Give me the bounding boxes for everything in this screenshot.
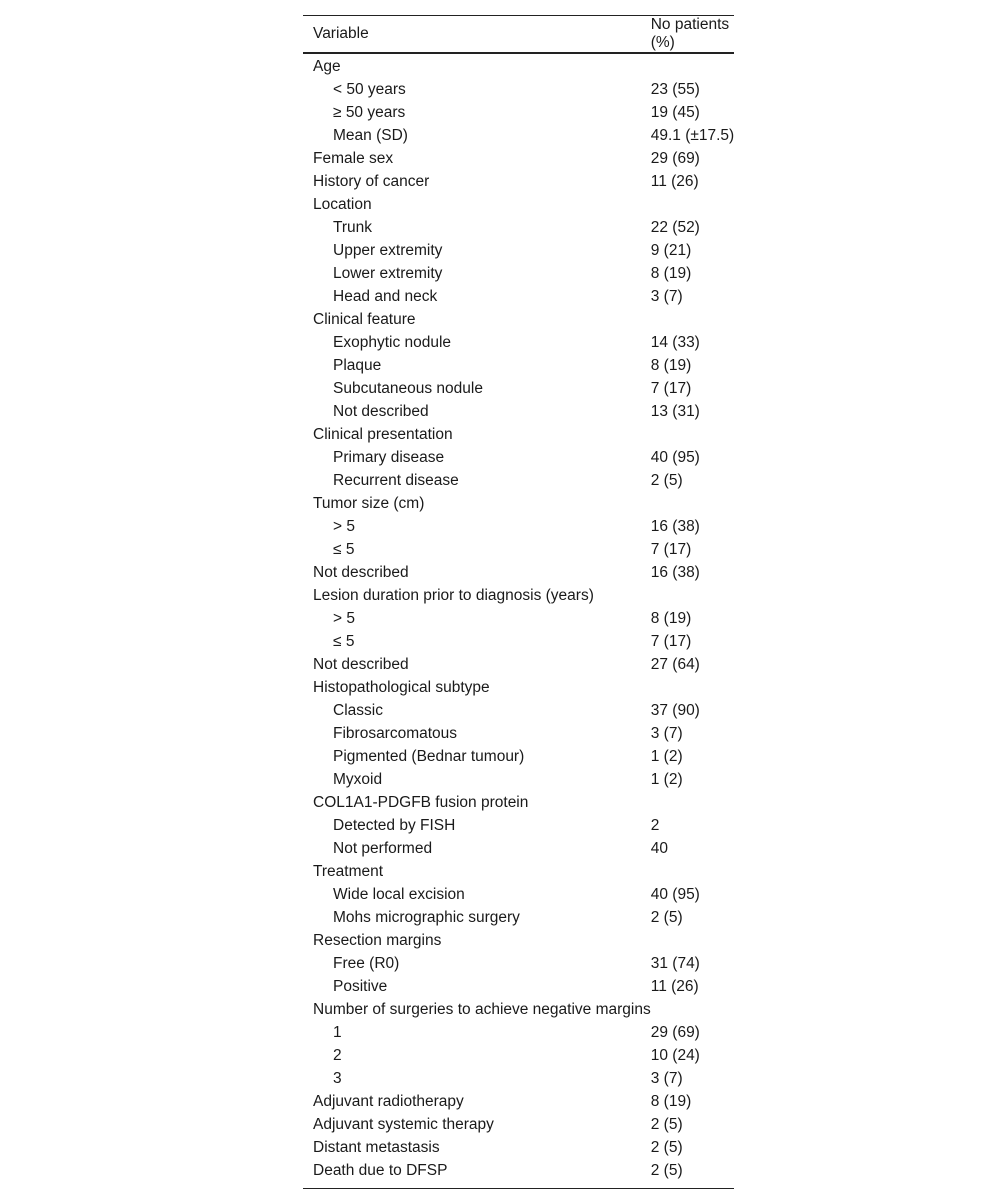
row-value: 7 (17) — [650, 633, 692, 650]
row-value: 16 (38) — [650, 518, 700, 535]
row-value: 37 (90) — [650, 702, 700, 719]
row-value: 1 (2) — [650, 771, 683, 788]
table-row — [303, 239, 734, 262]
table-body — [303, 53, 734, 1189]
table-row — [303, 860, 734, 883]
row-value: 8 (19) — [650, 610, 692, 627]
row-variable: Adjuvant radiotherapy — [313, 1093, 464, 1110]
row-value: 16 (38) — [650, 564, 700, 581]
row-value: 3 (7) — [650, 725, 683, 742]
row-variable: Distant metastasis — [313, 1139, 440, 1156]
row-value: 11 (26) — [650, 978, 699, 995]
row-value: 2 — [650, 817, 660, 834]
row-variable: Treatment — [313, 863, 384, 880]
table-row — [303, 538, 734, 561]
row-variable: COL1A1-PDGFB fusion protein — [313, 794, 529, 811]
table-row — [303, 1044, 734, 1067]
table-row — [303, 400, 734, 423]
table-row — [303, 423, 734, 446]
row-variable: ≤ 5 — [333, 633, 355, 650]
table-row — [303, 492, 734, 515]
row-variable: Subcutaneous nodule — [333, 380, 483, 397]
table-row — [303, 676, 734, 699]
row-value: 40 — [650, 840, 668, 857]
row-variable: Female sex — [313, 150, 394, 167]
table-row — [303, 745, 734, 768]
table-row — [303, 814, 734, 837]
table-row — [303, 653, 734, 676]
row-variable: Primary disease — [333, 449, 445, 466]
row-value: 31 (74) — [650, 955, 700, 972]
row-variable: Myxoid — [333, 771, 383, 788]
table-row — [303, 791, 734, 814]
row-variable: Mean (SD) — [333, 127, 408, 144]
table-row — [303, 584, 734, 607]
row-variable: < 50 years — [333, 81, 406, 98]
row-variable: 1 — [333, 1024, 342, 1041]
row-value — [651, 584, 734, 607]
row-value: 29 (69) — [650, 150, 700, 167]
row-value: 3 (7) — [650, 288, 683, 305]
row-variable: Positive — [333, 978, 388, 995]
table-row — [303, 285, 734, 308]
row-variable: 2 — [333, 1047, 342, 1064]
row-variable: Recurrent disease — [333, 472, 459, 489]
row-variable: Number of surgeries to achieve negative margins — [313, 1001, 651, 1018]
row-value: 14 (33) — [650, 334, 700, 351]
table-row — [303, 699, 734, 722]
row-variable: Classic — [333, 702, 383, 719]
header-row — [303, 16, 734, 54]
row-variable: Fibrosarcomatous — [333, 725, 458, 742]
row-value: 40 (95) — [650, 886, 700, 903]
table-row — [303, 768, 734, 791]
row-variable: > 5 — [333, 610, 355, 627]
table-row — [303, 446, 734, 469]
row-variable: ≤ 5 — [333, 541, 355, 558]
row-variable: Not described — [313, 564, 409, 581]
row-variable: Lesion duration prior to diagnosis (years) — [313, 587, 594, 604]
row-variable: Adjuvant systemic therapy — [313, 1116, 494, 1133]
patient-characteristics-table-container — [303, 15, 735, 1189]
row-value — [651, 998, 734, 1021]
row-variable: Exophytic nodule — [333, 334, 452, 351]
row-variable: Pigmented (Bednar tumour) — [333, 748, 525, 765]
row-value: 8 (19) — [650, 265, 692, 282]
row-value — [651, 423, 734, 446]
row-variable: Location — [313, 196, 372, 213]
table-row — [303, 1159, 734, 1189]
row-value: 2 (5) — [650, 1139, 683, 1156]
row-variable: Upper extremity — [333, 242, 443, 259]
row-variable: Lower extremity — [333, 265, 443, 282]
table-row — [303, 170, 734, 193]
table-row — [303, 929, 734, 952]
table-row — [303, 515, 734, 538]
row-value: 7 (17) — [650, 541, 692, 558]
row-variable: Free (R0) — [333, 955, 400, 972]
table-row — [303, 998, 734, 1021]
row-value: 1 (2) — [650, 748, 683, 765]
row-variable: Death due to DFSP — [313, 1162, 448, 1179]
row-variable: Clinical presentation — [313, 426, 453, 443]
header-variable: Variable — [303, 16, 651, 54]
row-variable: Mohs micrographic surgery — [333, 909, 520, 926]
table-row — [303, 1067, 734, 1090]
table-row — [303, 1113, 734, 1136]
row-variable: Clinical feature — [313, 311, 416, 328]
header-no-patients: No patients (%) — [651, 16, 734, 54]
table-row — [303, 262, 734, 285]
row-value: 11 (26) — [650, 173, 699, 190]
table-row — [303, 147, 734, 170]
row-value: 19 (45) — [650, 104, 700, 121]
row-value: 2 (5) — [650, 909, 683, 926]
row-value: 10 (24) — [650, 1047, 700, 1064]
table-row — [303, 952, 734, 975]
row-value — [651, 791, 734, 814]
row-variable: Detected by FISH — [333, 817, 456, 834]
table-row — [303, 193, 734, 216]
row-value: 13 (31) — [650, 403, 700, 420]
row-variable: Histopathological subtype — [313, 679, 490, 696]
table-row — [303, 377, 734, 400]
row-variable: Trunk — [333, 219, 373, 236]
table-row — [303, 216, 734, 239]
row-value: 2 (5) — [650, 1162, 683, 1179]
row-variable: Not performed — [333, 840, 433, 857]
table-row — [303, 883, 734, 906]
table-row — [303, 78, 734, 101]
table-row — [303, 1136, 734, 1159]
row-value — [651, 193, 734, 216]
row-variable: Age — [313, 58, 341, 75]
row-value: 3 (7) — [650, 1070, 683, 1087]
row-value: 40 (95) — [650, 449, 700, 466]
table-row — [303, 630, 734, 653]
table-row — [303, 722, 734, 745]
table-row — [303, 469, 734, 492]
table-row — [303, 308, 734, 331]
row-value: 23 (55) — [650, 81, 700, 98]
row-variable: Not described — [333, 403, 429, 420]
table-row — [303, 1021, 734, 1044]
row-value: 2 (5) — [650, 1116, 683, 1133]
table-row — [303, 101, 734, 124]
row-variable: Not described — [313, 656, 409, 673]
row-variable: Head and neck — [333, 288, 438, 305]
row-variable: 3 — [333, 1070, 342, 1087]
row-value: 27 (64) — [650, 656, 700, 673]
row-value — [651, 676, 734, 699]
row-value — [651, 860, 734, 883]
table-row — [303, 331, 734, 354]
row-value — [651, 929, 734, 952]
table-row — [303, 837, 734, 860]
table-row — [303, 1090, 734, 1113]
table-row — [303, 906, 734, 929]
table-row — [303, 124, 734, 147]
table-row — [303, 975, 734, 998]
row-value: 9 (21) — [650, 242, 692, 259]
patient-characteristics-table — [303, 15, 734, 1189]
table-row — [303, 53, 734, 78]
table-row — [303, 354, 734, 377]
row-variable: History of cancer — [313, 173, 430, 190]
row-variable: Wide local excision — [333, 886, 465, 903]
row-value: 49.1 (±17.5) — [650, 127, 735, 144]
row-value: 8 (19) — [650, 1093, 692, 1110]
row-value: 7 (17) — [650, 380, 692, 397]
row-value: 29 (69) — [650, 1024, 700, 1041]
row-value: 22 (52) — [650, 219, 700, 236]
table-row — [303, 607, 734, 630]
row-variable: > 5 — [333, 518, 355, 535]
row-variable: ≥ 50 years — [333, 104, 406, 121]
row-value — [651, 308, 734, 331]
table-row — [303, 561, 734, 584]
row-value: 2 (5) — [650, 472, 683, 489]
row-value — [651, 492, 734, 515]
row-value — [651, 53, 734, 78]
row-variable: Plaque — [333, 357, 382, 374]
row-value: 8 (19) — [650, 357, 692, 374]
row-variable: Tumor size (cm) — [313, 495, 425, 512]
row-variable: Resection margins — [313, 932, 442, 949]
table-header — [303, 16, 734, 54]
